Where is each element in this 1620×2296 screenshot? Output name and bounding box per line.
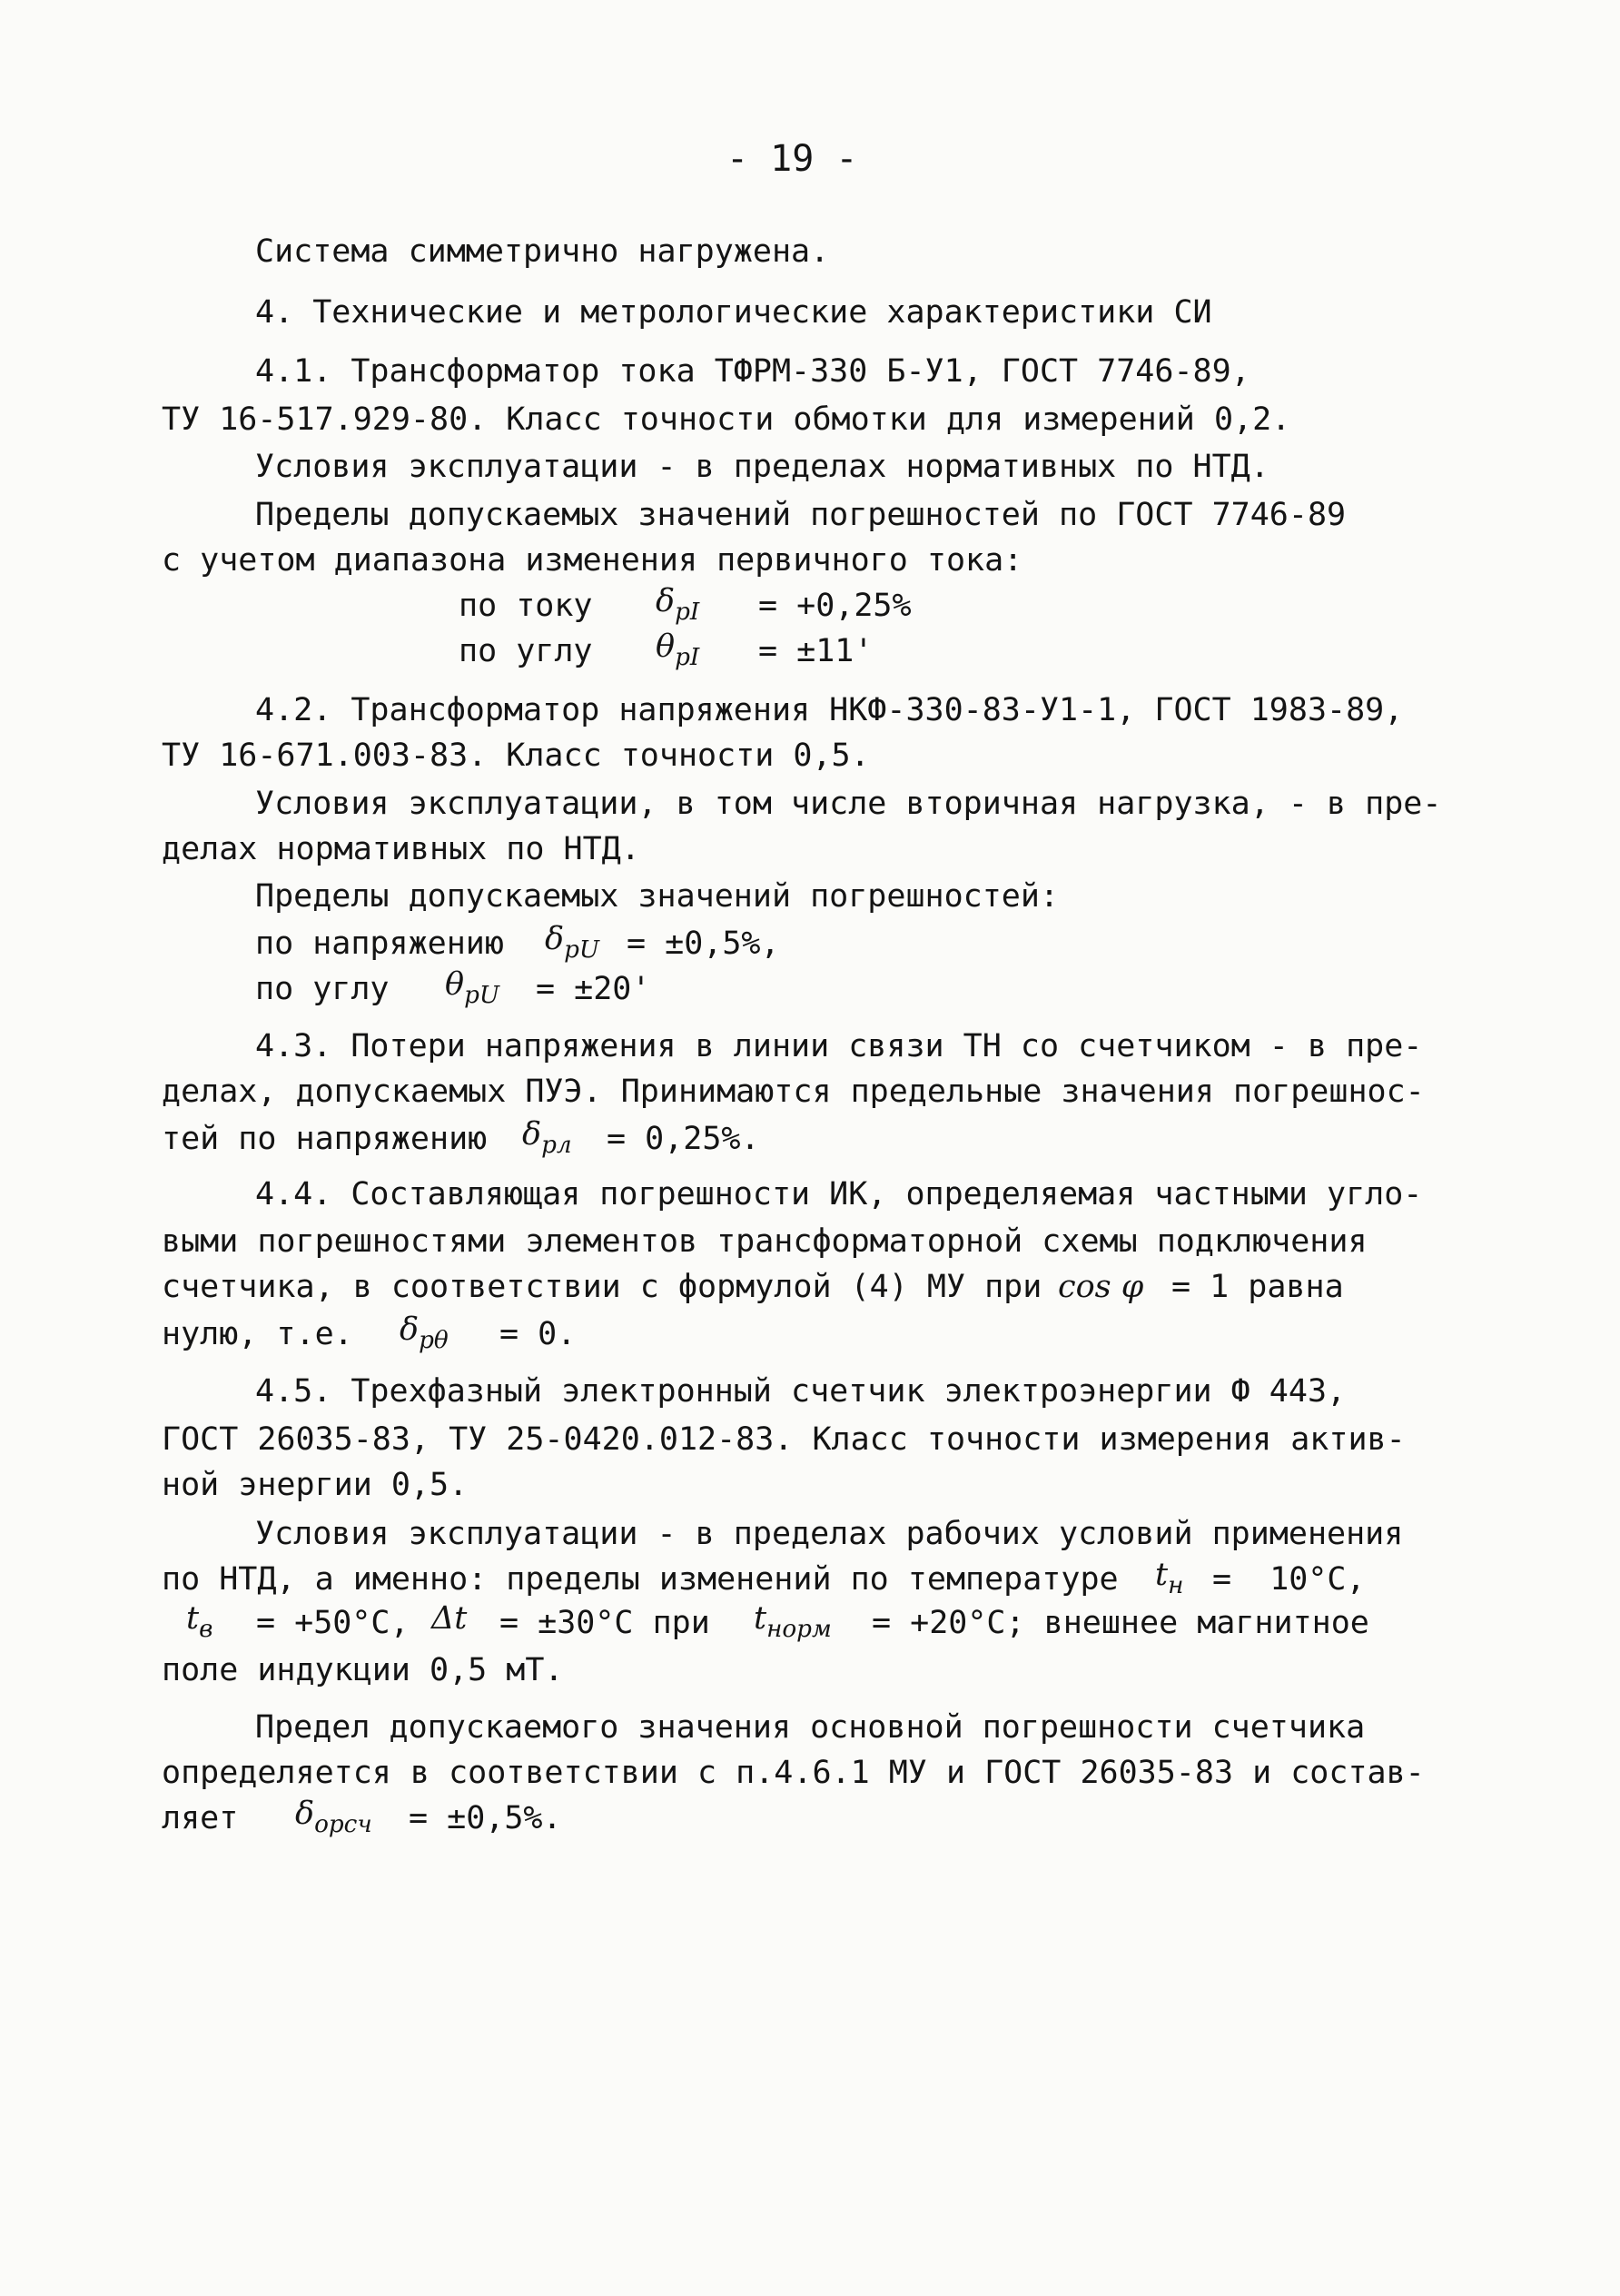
text-line: Условия эксплуатации - в пределах нормативных по НТД.: [255, 449, 1269, 485]
text-line: выми погрешностями элементов трансформаторной схемы подключения: [162, 1223, 1368, 1260]
formula-value: = +20°С; внешнее магнитное: [872, 1605, 1369, 1641]
page-number: - 19 -: [726, 138, 858, 180]
text-line: Система симметрично нагружена.: [255, 233, 830, 270]
text-line: Условия эксплуатации - в пределах рабочих условий применения: [255, 1516, 1404, 1552]
text-line: 4.3. Потери напряжения в линии связи ТН со счетчиком - в пре-: [255, 1028, 1423, 1064]
text-line: Пределы допускаемых значений погрешностей:: [255, 878, 1060, 915]
text-line: ГОСТ 26035-83, ТУ 25-0420.012-83. Класс точности измерения актив-: [162, 1421, 1406, 1458]
text-line: делах, допускаемых ПУЭ. Принимаются предельные значения погрешнос-: [162, 1074, 1425, 1110]
formula-label: тей по напряжению: [162, 1121, 488, 1157]
text-line: 4.5. Трехфазный электронный счетчик электроэнергии Ф 443,: [255, 1373, 1347, 1410]
formula-value: = ±0,5%,: [627, 925, 780, 962]
text-line: ной энергии 0,5.: [162, 1467, 469, 1503]
text-line: делах нормативных по НТД.: [162, 831, 640, 867]
formula-label: по углу: [255, 971, 390, 1007]
formula-symbol: $\delta_{орсч}$: [295, 1796, 372, 1839]
formula-value: = ±0,5%.: [409, 1800, 562, 1836]
formula-value: = ±11': [758, 633, 874, 669]
formula-label: по напряжению: [255, 925, 504, 962]
section-heading: 4. Технические и метрологические характеристики СИ: [255, 294, 1212, 331]
text-line: Пределы допускаемых значений погрешностей по ГОСТ 7746-89: [255, 497, 1347, 533]
formula-symbol: $t_н$: [1155, 1557, 1184, 1600]
formula-value: = +50°С,: [256, 1605, 410, 1641]
text-line: Предел допускаемого значения основной погрешности счетчика: [255, 1709, 1366, 1746]
text-line: 4.4. Составляющая погрешности ИК, определяемая частными угло-: [255, 1176, 1423, 1212]
text-line: 4.1. Трансформатор тока ТФРМ-330 Б-У1, ГОСТ 7746-89,: [255, 353, 1250, 390]
formula-symbol: Δt: [431, 1600, 468, 1637]
formula-value: = ±30°С при: [499, 1605, 710, 1641]
formula-value: = ±20': [536, 971, 651, 1007]
text-line: с учетом диапазона изменения первичного тока:: [162, 542, 1023, 579]
formula-symbol: $t_{норм}$: [754, 1600, 832, 1644]
text-line: поле индукции 0,5 мТ.: [162, 1652, 564, 1688]
formula-value: = +0,25%: [758, 588, 912, 624]
text-line: 4.2. Трансформатор напряжения НКФ-330-83-У1-1, ГОСТ 1983-89,: [255, 692, 1404, 728]
text-line: Условия эксплуатации, в том числе вторичная нагрузка, - в пре-: [255, 786, 1442, 822]
formula-value: = 0.: [499, 1316, 577, 1352]
formula-label: по углу: [459, 633, 593, 669]
formula-label: по НТД, а именно: пределы изменений по температуре: [162, 1561, 1119, 1598]
formula-value: = 10°С,: [1212, 1561, 1366, 1598]
formula-label: счетчика, в соответствии с формулой (4) МУ при: [162, 1269, 1042, 1305]
formula-symbol: $\delta_{p\theta}$: [400, 1311, 449, 1355]
text-line: ТУ 16-671.003-83. Класс точности 0,5.: [162, 737, 870, 774]
formula-symbol: $\theta_{pU}$: [445, 966, 500, 1010]
formula-value: = 0,25%.: [607, 1121, 760, 1157]
formula-label: ляет: [162, 1800, 239, 1836]
formula-label: по току: [459, 588, 593, 624]
text-line: ТУ 16-517.929-80. Класс точности обмотки для измерений 0,2.: [162, 401, 1291, 438]
formula-symbol: $\theta_{pI}$: [656, 628, 700, 672]
formula-symbol: $\delta_{pU}$: [545, 921, 600, 965]
formula-value: = 1 равна: [1171, 1269, 1344, 1305]
formula-symbol: cos φ: [1058, 1269, 1144, 1305]
formula-symbol: $t_в$: [186, 1600, 213, 1644]
formula-symbol: $\delta_{pI}$: [656, 583, 700, 627]
text-line: определяется в соответствии с п.4.6.1 МУ и ГОСТ 26035-83 и состав-: [162, 1755, 1425, 1791]
formula-symbol: $\delta_{рл}$: [522, 1116, 572, 1160]
formula-label: нулю, т.е.: [162, 1316, 353, 1352]
